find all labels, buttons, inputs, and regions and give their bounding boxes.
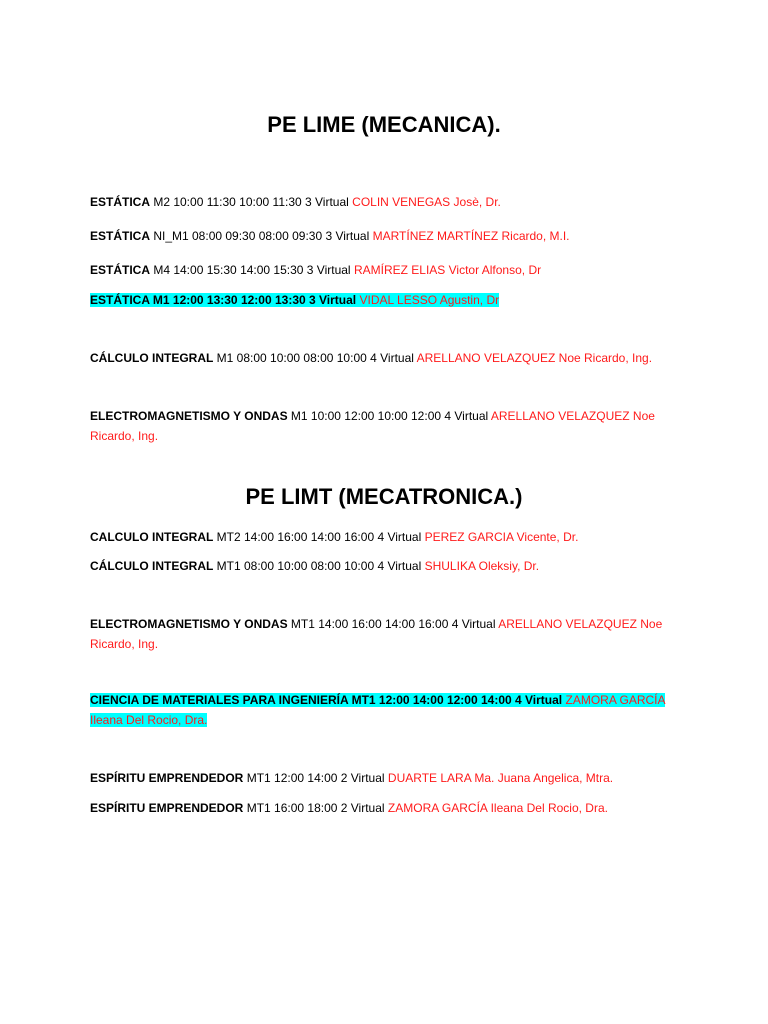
- instructor-name: ARELLANO VELAZQUEZ Noe Ricardo, Ing.: [90, 617, 663, 651]
- course-name: ESPÍRITU EMPRENDEDOR: [90, 801, 244, 815]
- course-name: ESPÍRITU EMPRENDEDOR: [90, 771, 244, 785]
- schedule-entry-highlighted: [90, 290, 680, 310]
- course-details: NI_M1 08:00 09:30 08:00 09:30 3 Virtual: [150, 229, 373, 243]
- course-name: CÁLCULO INTEGRAL: [90, 351, 214, 365]
- course-name: CIENCIA DE MATERIALES PARA INGENIERÍA MT1 12:00 14:00 12:00 14:00 4 Virtual: [90, 693, 563, 707]
- schedule-entry-highlighted: [90, 690, 680, 730]
- schedule-entry: [90, 556, 680, 576]
- course-name: ELECTROMAGNETISMO Y ONDAS: [90, 409, 288, 423]
- course-details: MT2 14:00 16:00 14:00 16:00 4 Virtual: [213, 530, 425, 544]
- schedule-entry: [90, 614, 680, 654]
- schedule-entry: [90, 798, 680, 818]
- instructor-name: DUARTE LARA Ma. Juana Angelica, Mtra.: [387, 771, 614, 785]
- instructor-name: SHULIKA Oleksiy, Dr.: [424, 559, 540, 573]
- instructor-name: RAMÍREZ ELIAS Victor Alfonso, Dr: [353, 263, 542, 277]
- course-name: ESTÁTICA: [90, 195, 150, 209]
- instructor-name: COLIN VENEGAS Josè, Dr.: [352, 195, 501, 209]
- instructor-name: VIDAL LESSO Agustin, Dr: [359, 293, 500, 307]
- course-details: M1 08:00 10:00 08:00 10:00 4 Virtual: [213, 351, 417, 365]
- schedule-entry: [90, 226, 680, 246]
- section-title-limt: PE LIMT (MECATRONICA.): [245, 484, 523, 509]
- schedule-entry: [90, 527, 680, 547]
- instructor-name: MARTÍNEZ MARTÍNEZ Ricardo, M.I.: [372, 229, 570, 243]
- schedule-entry: [90, 192, 680, 212]
- section-title-lime: PE LIME (MECANICA).: [267, 112, 501, 137]
- instructor-name: ARELLANO VELAZQUEZ Noe Ricardo, Ing.: [90, 409, 655, 443]
- schedule-entry: [90, 406, 680, 446]
- course-details: MT1 12:00 14:00 2 Virtual: [243, 771, 388, 785]
- course-details: M4 14:00 15:30 14:00 15:30 3 Virtual: [150, 263, 354, 277]
- schedule-entry: [90, 768, 680, 788]
- instructor-name: ARELLANO VELAZQUEZ Noe Ricardo, Ing.: [416, 351, 653, 365]
- course-name: ELECTROMAGNETISMO Y ONDAS: [90, 617, 288, 631]
- course-details: M2 10:00 11:30 10:00 11:30 3 Virtual: [150, 195, 353, 209]
- course-name: ESTÁTICA: [90, 229, 150, 243]
- course-details: MT1 08:00 10:00 08:00 10:00 4 Virtual: [213, 559, 425, 573]
- course-name: ESTÁTICA: [90, 263, 150, 277]
- course-name: CALCULO INTEGRAL: [90, 530, 214, 544]
- course-details: M1 10:00 12:00 10:00 12:00 4 Virtual: [287, 409, 491, 423]
- instructor-name: ZAMORA GARCÍA Ileana Del Rocio, Dra.: [90, 693, 665, 727]
- course-details: MT1 16:00 18:00 2 Virtual: [243, 801, 388, 815]
- course-name: ESTÁTICA M1 12:00 13:30 12:00 13:30 3 Virtual: [90, 293, 357, 307]
- course-details: MT1 14:00 16:00 14:00 16:00 4 Virtual: [287, 617, 499, 631]
- schedule-entry: [90, 260, 680, 280]
- instructor-name: ZAMORA GARCÍA Ileana Del Rocio, Dra.: [387, 801, 608, 815]
- instructor-name: PEREZ GARCIA Vicente, Dr.: [424, 530, 579, 544]
- schedule-entry: [90, 348, 680, 368]
- course-name: CÁLCULO INTEGRAL: [90, 559, 214, 573]
